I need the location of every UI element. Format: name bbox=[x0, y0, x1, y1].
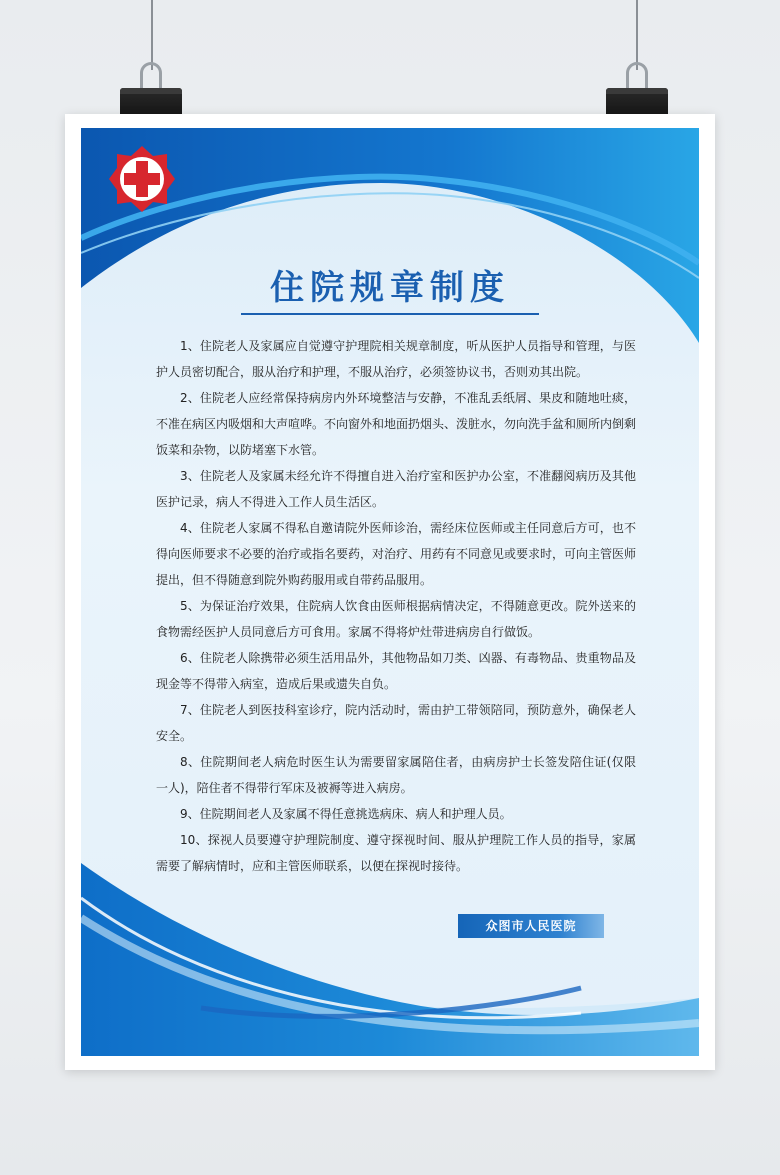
hanging-wire-right bbox=[636, 0, 638, 70]
poster-inner bbox=[81, 128, 699, 1056]
poster bbox=[65, 114, 715, 1070]
rule-item: 10、探视人员要遵守护理院制度、遵守探视时间、服从护理院工作人员的指导，家属需要了解病情时，应和主管医师联系，以便在探视时接待。 bbox=[156, 833, 636, 873]
rule-item: 6、住院老人除携带必须生活用品外，其他物品如刀类、凶器、有毒物品、贵重物品及现金等不得带入病室，造成后果或遗失自负。 bbox=[156, 651, 636, 691]
page-title: 住院规章制度 bbox=[270, 268, 510, 308]
rules-list bbox=[156, 333, 636, 879]
rule-item: 3、住院老人及家属未经允许不得擅自进入治疗室和医护办公室，不准翻阅病历及其他医护记录，病人不得进入工作人员生活区。 bbox=[156, 469, 636, 509]
hanging-wire-left bbox=[151, 0, 153, 70]
rule-item: 4、住院老人家属不得私自邀请院外医师诊治，需经床位医师或主任同意后方可，也不得向医师要求不必要的治疗或指名要药，对治疗、用药有不同意见或要求时，可向主管医师提出，但不得随意到院外购药服用或自带药品服用。 bbox=[156, 521, 637, 587]
rule-item: 1、住院老人及家属应自觉遵守护理院相关规章制度，听从医护人员指导和管理，与医护人员密切配合，服从治疗和护理，不服从治疗，必须签协议书，否则劝其出院。 bbox=[156, 339, 636, 379]
rule-item: 8、住院期间老人病危时医生认为需要留家属陪住者，由病房护士长签发陪住证(仅限一人)，陪住者不得带行军床及被褥等进入病房。 bbox=[156, 755, 636, 795]
hospital-name-badge: 众图市人民医院 bbox=[458, 914, 604, 938]
title-underline bbox=[241, 313, 539, 315]
rule-item: 2、住院老人应经常保持病房内外环境整洁与安静，不准乱丢纸屑、果皮和随地吐痰，不准在病区内吸烟和大声喧哗。不向窗外和地面扔烟头、泼脏水，勿向洗手盆和厕所内倒剩饭菜和杂物，以防堵塞下水管。 bbox=[156, 391, 637, 457]
rule-item: 7、住院老人到医技科室诊疗，院内活动时，需由护工带领陪同，预防意外，确保老人安全。 bbox=[156, 703, 636, 743]
rule-item: 5、为保证治疗效果，住院病人饮食由医师根据病情决定，不得随意更改。院外送来的食物需经医护人员同意后方可食用。家属不得将炉灶带进病房自行做饭。 bbox=[156, 599, 636, 639]
red-cross-icon bbox=[107, 144, 177, 214]
rule-item: 9、住院期间老人及家属不得任意挑选病床、病人和护理人员。 bbox=[180, 807, 512, 821]
